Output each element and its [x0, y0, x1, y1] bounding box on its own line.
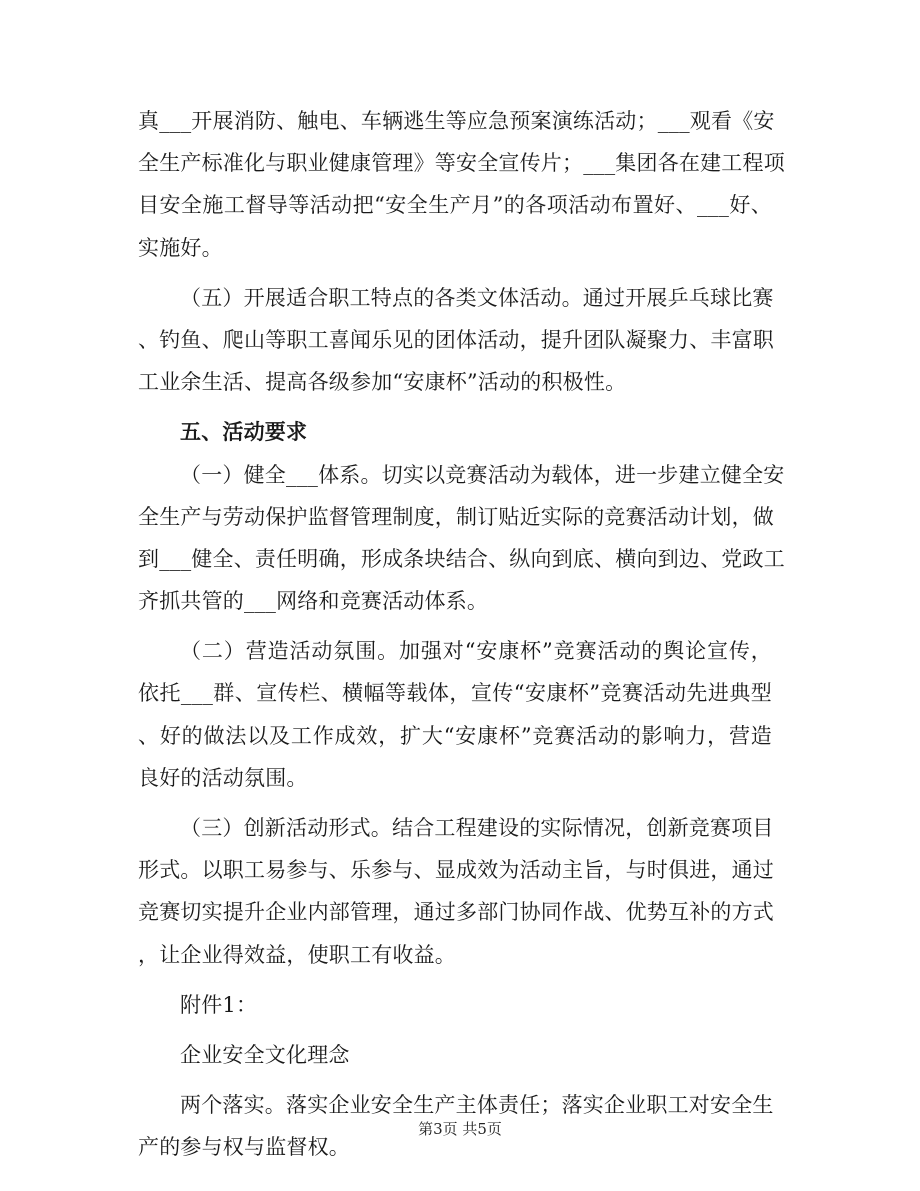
body-line: 全生产与劳动保护监督管理制度，制订贴近实际的竞赛活动计划，做	[138, 504, 774, 529]
body-line: 到___健全、责任明确，形成条块结合、纵向到底、横向到边、党政工	[138, 546, 785, 571]
attachment-label: 附件1：	[180, 992, 258, 1017]
attachment-title: 企业安全文化理念	[180, 1042, 350, 1067]
body-line: 齐抓共管的___网络和竞赛活动体系。	[138, 589, 489, 614]
section-heading: 五、活动要求	[180, 420, 308, 445]
paragraph-two-line: （二）营造活动氛围。加强对“安康杯”竞赛活动的舆论宣传，	[180, 639, 772, 664]
body-line: 真___开展消防、触电、车辆逃生等应急预案演练活动；___观看《安	[138, 109, 775, 133]
page-number-footer: 第3页 共5页	[418, 1120, 502, 1138]
body-line: 、钓鱼、爬山等职工喜闻乐见的团体活动，提升团队凝聚力、丰富职	[138, 327, 774, 352]
body-line: 全生产标准化与职业健康管理》等安全宣传片；___集团各在建工程项	[138, 151, 785, 176]
body-line: 产的参与权与监督权。	[138, 1135, 350, 1160]
body-line: 工业余生活、提高各级参加“安康杯”活动的积极性。	[138, 370, 627, 395]
body-line: 实施好。	[138, 235, 223, 260]
body-line: 目安全施工督导等活动把“安全生产月”的各项活动布置好、___好、	[138, 193, 772, 218]
paragraph-two-implementations-line: 两个落实。落实企业安全生产主体责任；落实企业职工对安全生	[180, 1093, 774, 1118]
document-body	[138, 100, 785, 1169]
paragraph-one-line: （一）健全___体系。切实以竞赛活动为载体，进一步建立健全安	[180, 462, 785, 487]
body-line: 依托___群、宣传栏、横幅等载体，宣传“安康杯”竞赛活动先进典型	[138, 681, 772, 706]
body-line: 、好的做法以及工作成效，扩大“安康杯”竞赛活动的影响力，营造	[138, 723, 772, 748]
body-line: 竞赛切实提升企业内部管理，通过多部门协同作战、优势互补的方式	[138, 900, 774, 925]
body-line: 形式。以职工易参与、乐参与、显成效为活动主旨，与时俱进，通过	[138, 858, 774, 883]
body-line: 良好的活动氛围。	[138, 765, 308, 790]
body-line: ，让企业得效益，使职工有收益。	[138, 942, 456, 967]
paragraph-five-line: （五）开展适合职工特点的各类文体活动。通过开展乒乓球比赛	[180, 285, 774, 310]
paragraph-three-line: （三）创新活动形式。结合工程建设的实际情况，创新竞赛项目	[180, 816, 774, 840]
